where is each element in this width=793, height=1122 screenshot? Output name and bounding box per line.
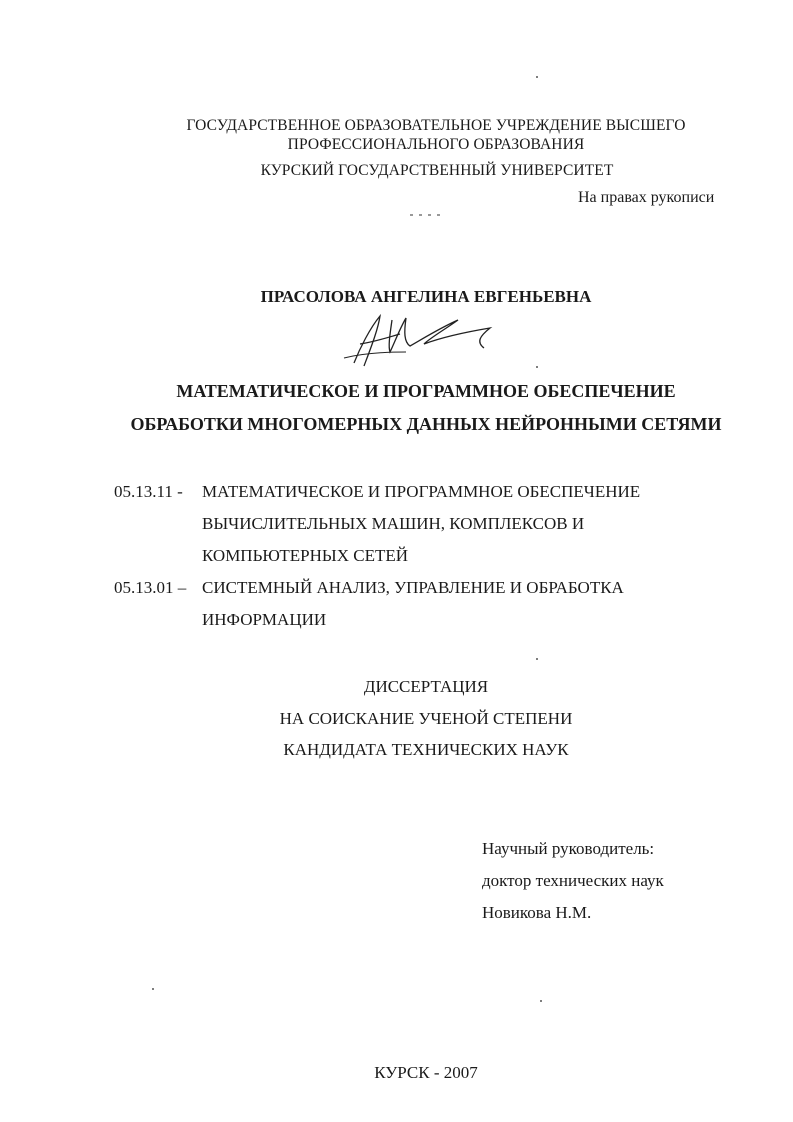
scan-speck — [536, 366, 538, 368]
specialty-line: СИСТЕМНЫЙ АНАЛИЗ, УПРАВЛЕНИЕ И ОБРАБОТКА — [202, 578, 624, 597]
scan-speck — [536, 76, 538, 78]
degree-line-2: НА СОИСКАНИЕ УЧЕНОЙ СТЕПЕНИ — [279, 709, 573, 728]
dissertation-title-line-2: ОБРАБОТКИ МНОГОМЕРНЫХ ДАННЫХ НЕЙРОННЫМИ СЕТЯМИ — [130, 414, 722, 434]
degree-line-1: ДИССЕРТАЦИЯ — [363, 677, 489, 696]
specialty-code: 05.13.11 - — [114, 482, 183, 501]
specialty-line: ВЫЧИСЛИТЕЛЬНЫХ МАШИН, КОМПЛЕКСОВ И — [202, 514, 585, 533]
supervisor-degree: доктор технических наук — [482, 871, 664, 890]
supervisor-name: Новикова Н.М. — [482, 903, 592, 922]
specialty-line: МАТЕМАТИЧЕСКОЕ И ПРОГРАММНОЕ ОБЕСПЕЧЕНИЕ — [202, 482, 641, 501]
degree-line-3: КАНДИДАТА ТЕХНИЧЕСКИХ НАУК — [283, 740, 569, 759]
supervisor-label: Научный руководитель: — [482, 839, 655, 858]
author-name: ПРАСОЛОВА АНГЕЛИНА ЕВГЕНЬЕВНА — [260, 287, 592, 306]
institution-line-1: ГОСУДАРСТВЕННОЕ ОБРАЗОВАТЕЛЬНОЕ УЧРЕЖДЕНИЕ ВЫСШЕГО — [186, 117, 686, 134]
author-signature — [340, 308, 510, 370]
institution-line-3: КУРСКИЙ ГОСУДАРСТВЕННЫЙ УНИВЕРСИТЕТ — [260, 162, 614, 179]
specialty-line: ИНФОРМАЦИИ — [202, 610, 327, 629]
scan-mark — [410, 214, 446, 216]
scan-speck — [540, 1000, 542, 1002]
manuscript-note: На правах рукописи — [578, 189, 715, 206]
specialty-line: КОМПЬЮТЕРНЫХ СЕТЕЙ — [202, 546, 409, 565]
specialty-code: 05.13.01 – — [114, 578, 187, 597]
scan-speck — [536, 658, 538, 660]
city-year: КУРСК - 2007 — [374, 1063, 478, 1082]
dissertation-title-line-1: МАТЕМАТИЧЕСКОЕ И ПРОГРАММНОЕ ОБЕСПЕЧЕНИЕ — [176, 381, 676, 401]
institution-line-2: ПРОФЕССИОНАЛЬНОГО ОБРАЗОВАНИЯ — [287, 136, 585, 153]
scan-speck — [152, 988, 154, 990]
